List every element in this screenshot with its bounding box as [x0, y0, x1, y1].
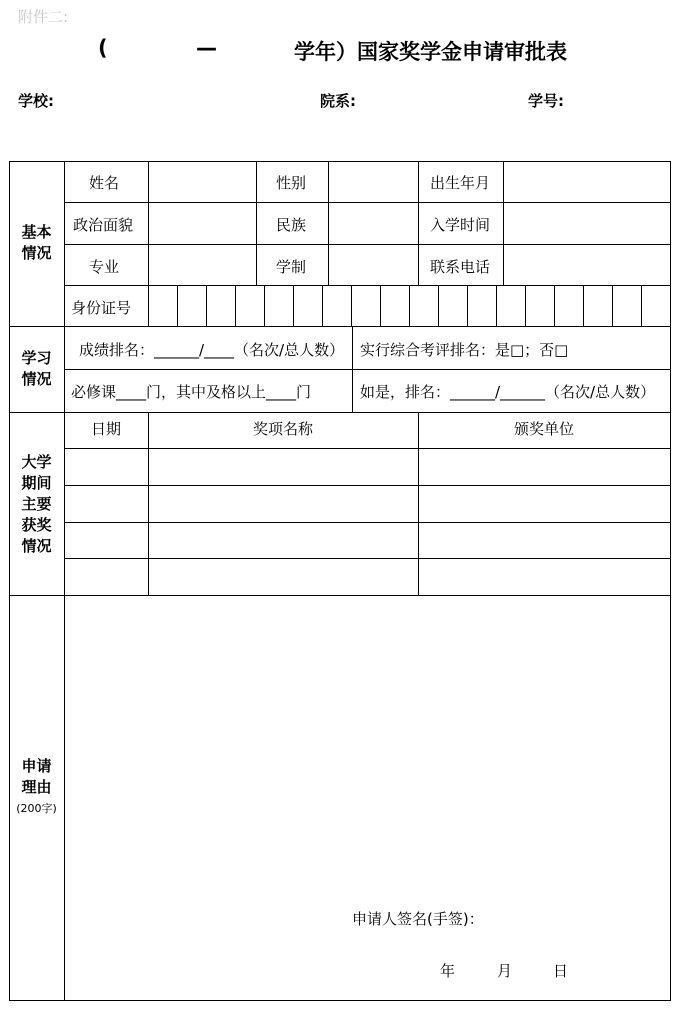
- eval-ranking-label: 如是，排名：______/______（名次/总人数）: [360, 383, 656, 401]
- form-title: [0, 36, 680, 66]
- title-dash: —: [196, 36, 217, 60]
- section-basic-line1: 基本: [21, 223, 52, 241]
- school-system-label: 学制: [276, 258, 307, 276]
- required-courses-label: 必修课____门，其中及格以上____门: [71, 383, 312, 401]
- reason-char-limit: (200字): [16, 802, 57, 815]
- major-label: 专业: [89, 258, 120, 276]
- section-awards-line5: 情况: [21, 537, 52, 555]
- date-year-label: 年: [440, 962, 456, 980]
- title-text: 学年）国家奖学金申请审批表: [294, 40, 567, 64]
- grade-ranking-label: 成绩排名：______/____（名次/总人数）: [79, 341, 345, 359]
- award-name-header: 奖项名称: [252, 420, 313, 438]
- section-reason: [9, 756, 64, 819]
- student-id-label: 学号:: [528, 92, 564, 110]
- comprehensive-eval-label: 实行综合考评排名：是□；否□: [360, 341, 569, 359]
- enrollment-date-label: 入学时间: [430, 216, 491, 234]
- section-study-line1: 学习: [21, 349, 52, 367]
- date-month-label: 月: [497, 962, 513, 980]
- id-card-label: 身份证号: [71, 299, 132, 317]
- section-reason-line2: 理由: [21, 778, 52, 796]
- section-basic-line2: 情况: [21, 244, 52, 262]
- section-awards-line3: 主要: [21, 495, 52, 513]
- gender-label: 性别: [276, 174, 307, 192]
- award-date-header: 日期: [90, 420, 121, 438]
- phone-label: 联系电话: [430, 258, 491, 276]
- attachment-label: 附件二:: [18, 8, 69, 26]
- birth-label: 出生年月: [430, 174, 491, 192]
- section-reason-line1: 申请: [21, 757, 52, 775]
- section-basic-info: [9, 222, 64, 264]
- name-label: 姓名: [89, 174, 120, 192]
- political-status-label: 政治面貌: [73, 216, 134, 234]
- section-awards: [9, 452, 64, 557]
- ethnicity-label: 民族: [276, 216, 307, 234]
- school-label: 学校:: [18, 92, 54, 110]
- section-awards-line2: 期间: [21, 474, 52, 492]
- section-study-line2: 情况: [21, 370, 52, 388]
- applicant-signature-label: 申请人签名(手签)：: [352, 910, 484, 928]
- date-day-label: 日: [553, 962, 569, 980]
- award-issuer-header: 颁奖单位: [513, 420, 574, 438]
- title-open-paren: (: [98, 36, 108, 60]
- section-awards-line1: 大学: [21, 453, 52, 471]
- section-awards-line4: 获奖: [21, 516, 52, 534]
- department-label: 院系:: [320, 92, 356, 110]
- section-study-info: [9, 348, 64, 390]
